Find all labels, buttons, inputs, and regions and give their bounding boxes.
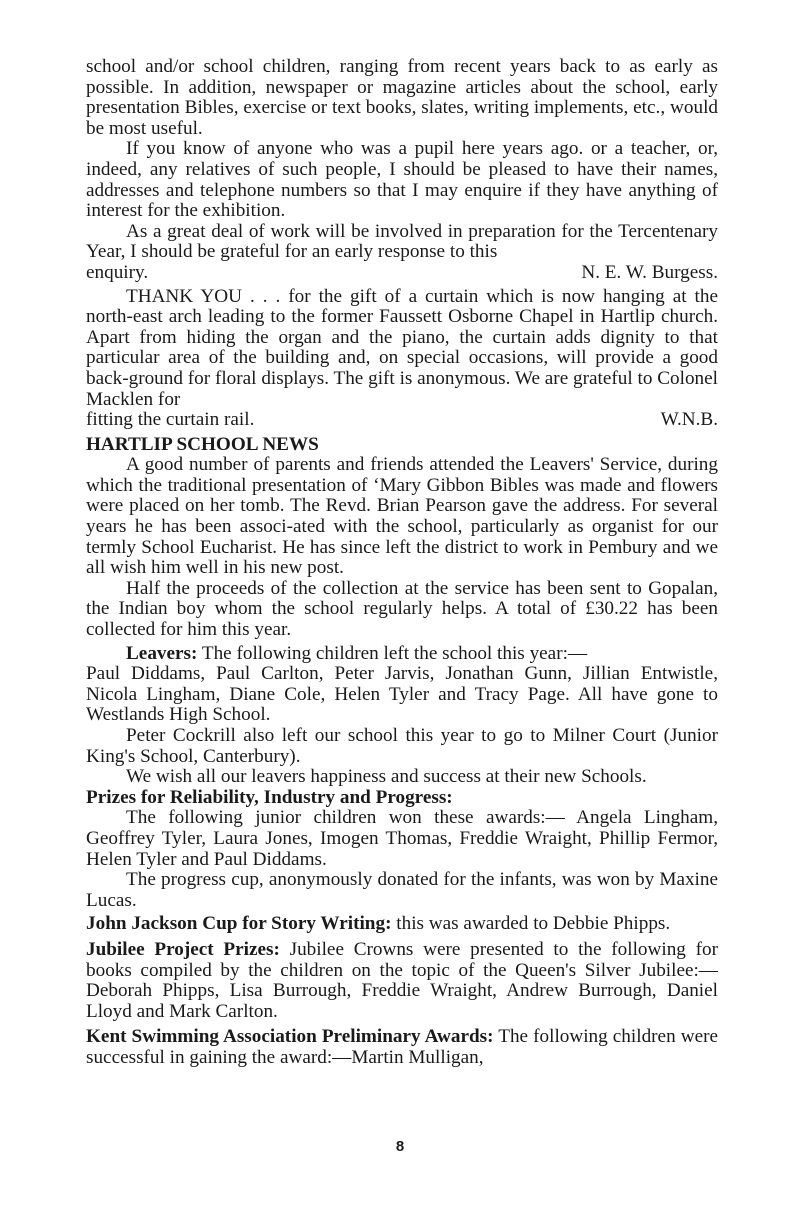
- heading-hartlip-school-news: HARTLIP SCHOOL NEWS: [86, 433, 319, 455]
- signature-line-burgess: [86, 263, 718, 284]
- leavers-intro: The following children left the school this year:—: [197, 642, 588, 664]
- paragraph-thank-you-curtain: THANK YOU . . . for the gift of a curtain which is now hanging at the north-east arch leading to the former Faussett Osborne Chapel in Hartlip church. Apart from hiding the organ and the piano, the curtain adds dignity to that particular area of the building and, on special occasions, will provide a good back-ground for floral displays. The gift is anonymous. We are grateful to Colonel Macklen for: [86, 285, 718, 410]
- paragraph-leavers-service: A good number of parents and friends attended the Leavers' Service, during which the traditional presentation of ‘Mary Gibbon Bibles was made and flowers were placed on her tomb. The Revd. Brian Pearson gave the address. For several years he has been associ-ated with the school, particularly as organist for our termly School Eucharist. He has since left the district to work in Pembury and we all wish him well in his new post.: [86, 454, 718, 579]
- paragraph-progress-cup: The progress cup, anonymously donated for the infants, was won by Maxine Lucas.: [86, 869, 718, 911]
- paragraph-best-wishes: We wish all our leavers happiness and success at their new Schools.: [126, 766, 647, 788]
- paragraph-tercentenary: [86, 222, 718, 263]
- page-number: 8: [395, 1138, 405, 1155]
- signature-line-wnb: [86, 410, 718, 431]
- paragraph-peter-cockrill: Peter Cockrill also left our school this year to go to Milner Court (Junior King's School, Canterbury).: [86, 725, 718, 767]
- kent-text: The following children were successful in gaining the award:—Martin Mulligan,: [86, 1026, 718, 1068]
- jubilee-text: Jubilee Crowns were presented to the following for books compiled by the children on the topic of the Queen's Silver Jubilee:—Deborah Phipps, Lisa Burrough, Freddie Wraight, Andrew Burrough, Daniel Lloyd and Mark Carlton.: [86, 938, 718, 1022]
- document-page: [86, 57, 718, 1069]
- jackson-label: John Jackson Cup for Story Writing:: [86, 913, 392, 935]
- heading-prizes: Prizes for Reliability, Industry and Progress:: [86, 786, 453, 808]
- signature-burgess: N. E. W. Burgess.: [581, 261, 718, 283]
- paragraph-junior-awards: The following junior children won these awards:— Angela Lingham, Geoffrey Tyler, Laura Jones, Imogen Thomas, Freddie Wraight, Phillip Fermor, Helen Tyler and Paul Diddams.: [86, 807, 718, 870]
- jackson-text: this was awarded to Debbie Phipps.: [391, 913, 671, 935]
- jubilee-label: Jubilee Project Prizes:: [86, 938, 280, 960]
- curtain-rail-text: fitting the curtain rail.: [86, 409, 255, 431]
- paragraph-jubilee-prizes: [86, 940, 718, 1022]
- leavers-label: Leavers:: [126, 642, 198, 664]
- tercentenary-text: As a great deal of work will be involved in preparation for the Tercentenary Year, I should be grateful for an early response to this: [86, 220, 718, 263]
- enquiry-word: enquiry.: [86, 261, 149, 283]
- signature-wnb: W.N.B.: [660, 409, 718, 431]
- paragraph-leavers-list: Paul Diddams, Paul Carlton, Peter Jarvis, Jonathan Gunn, Jillian Entwistle, Nicola Lingham, Diane Cole, Helen Tyler and Tracy Page. All have gone to Westlands High School.: [86, 663, 718, 726]
- paragraph-former-pupils: If you know of anyone who was a pupil here years ago. or a teacher, or, indeed, any relatives of such people, I should be pleased to have their names, addresses and telephone numbers so that I may enquire if they have anything of interest for the exhibition.: [86, 138, 718, 222]
- paragraph-leavers: [86, 644, 718, 665]
- paragraph-exhibition-request: school and/or school children, ranging from recent years back to as early as possible. In addition, newspaper or magazine articles about the school, early presentation Bibles, exercise or text books, slates, writing implements, etc., would be most useful.: [86, 56, 718, 139]
- paragraph-kent-swimming: [86, 1027, 718, 1068]
- kent-label: Kent Swimming Association Preliminary Awards:: [86, 1026, 494, 1048]
- paragraph-gopalan: Half the proceeds of the collection at the service has been sent to Gopalan, the Indian boy whom the school regularly helps. A total of £30.22 has been collected for him this year.: [86, 577, 718, 641]
- paragraph-john-jackson-cup: [86, 914, 718, 935]
